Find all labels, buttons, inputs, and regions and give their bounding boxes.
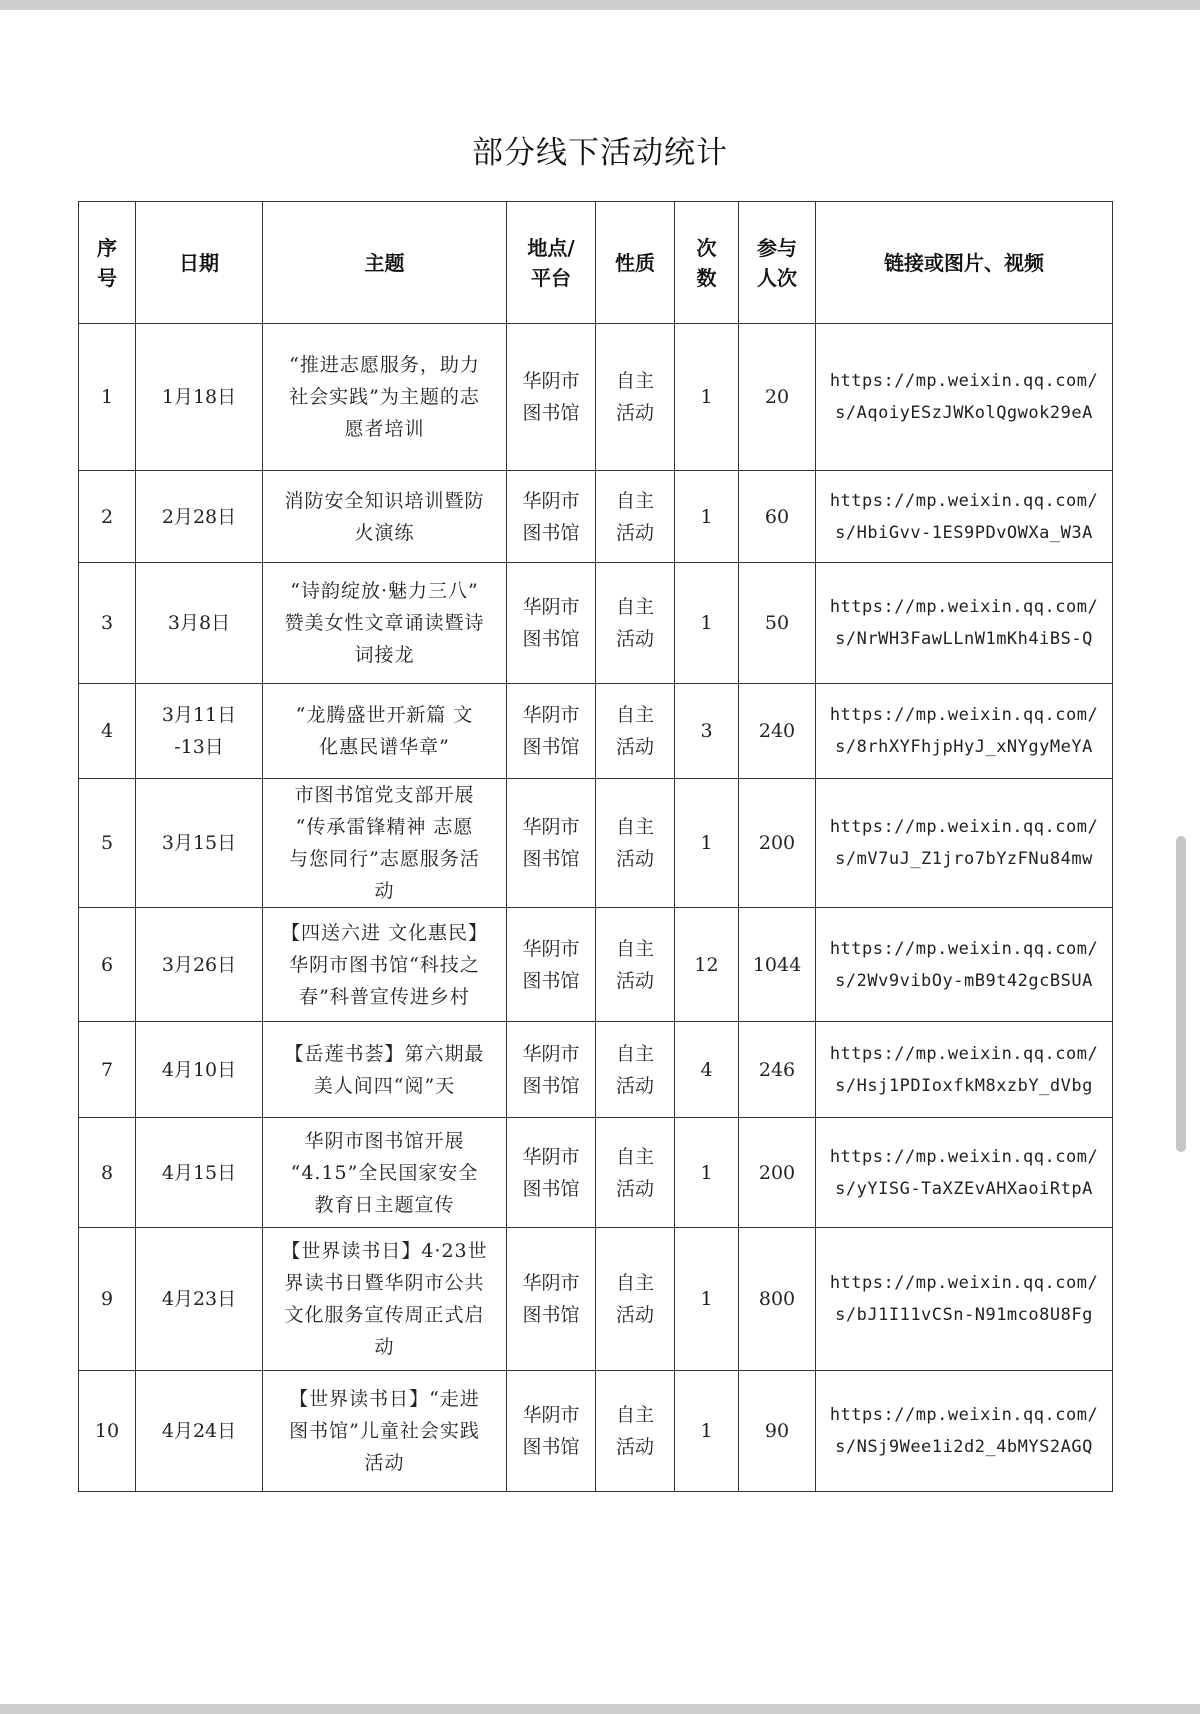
cell-location-line: 华阴市 [522,370,580,392]
cell-nature [596,324,675,471]
cell-nature-line: 自主 [615,937,654,960]
cell-topic-line: “传承雷锋精神 志愿 [295,816,474,838]
cell-nature [596,1118,675,1228]
cell-participants: 50 [739,563,816,684]
cell-link-line: s/HbiGvv-1ES9PDvOWXa_W3A [835,522,1093,543]
cell-link-line: s/8rhXYFhjpHyJ_xNYgyMeYA [835,737,1093,757]
cell-index: 2 [79,471,136,563]
cell-index: 10 [79,1371,136,1492]
cell-count: 1 [675,779,739,908]
cell-date [136,684,263,779]
cell-location-line: 华阴市 [522,1272,580,1294]
cell-count: 4 [675,1022,739,1118]
cell-participants: 1044 [739,908,816,1022]
cell-location [507,563,596,684]
table-header-row [79,202,1113,324]
cell-nature-line: 活动 [615,1074,654,1097]
cell-date [136,1118,263,1228]
table-row [79,1022,1113,1118]
cell-topic-line: 【世界读书日】4·23世 [281,1240,488,1262]
cell-nature-line: 活动 [615,628,654,650]
page-title: 部分线下活动统计 [472,135,728,171]
scrollbar-thumb[interactable] [1176,836,1186,1152]
cell-topic-line: 愿者培训 [344,418,425,440]
cell-link[interactable] [816,563,1113,684]
cell-topic [263,908,507,1022]
cell-topic-line: 社会实践”为主题的志 [289,386,480,408]
cell-index: 1 [79,324,136,471]
cell-date [136,1228,263,1371]
cell-count: 1 [675,324,739,471]
cell-link[interactable] [816,471,1113,563]
cell-link-line: s/NSj9Wee1i2d2_4bMYS2AGQ [835,1437,1093,1457]
header-location: 地点/ 平台 [507,202,596,324]
cell-location-line: 华阴市 [522,816,580,838]
cell-nature-line: 自主 [615,489,654,512]
cell-topic-line: 春”科普宣传进乡村 [299,985,470,1008]
cell-location-line: 图书馆 [522,1074,580,1097]
cell-location-line: 华阴市 [522,1042,580,1065]
cell-link[interactable] [816,684,1113,779]
header-index: 序 号 [79,202,136,324]
cell-participants: 200 [739,1118,816,1228]
cell-nature [596,471,675,563]
cell-topic-line: 【岳莲书荟】第六期最 [284,1042,485,1065]
cell-location [507,1371,596,1492]
cell-date [136,779,263,908]
cell-topic-line: 【四送六进 文化惠民】 [280,921,489,944]
cell-participants: 800 [739,1228,816,1371]
cell-link-line: s/mV7uJ_Z1jro7bYzFNu84mw [835,849,1093,869]
cell-count: 1 [675,1228,739,1371]
table-row [79,779,1113,908]
cell-location-line: 华阴市 [522,596,580,618]
cell-topic-line: 消防安全知识培训暨防 [284,489,485,512]
table-row [79,1371,1113,1492]
cell-link-line: https://mp.weixin.qq.com/ [829,1043,1099,1064]
header-link: 链接或图片、视频 [816,202,1113,324]
viewer-top-band [0,0,1200,10]
cell-location-line: 图书馆 [522,736,580,758]
cell-link[interactable] [816,324,1113,471]
cell-location-line: 图书馆 [522,1304,580,1326]
table-body [79,324,1113,1492]
cell-location-line: 图书馆 [522,402,580,424]
cell-topic-line: 界读书日暨华阴市公共 [284,1272,485,1294]
table-row [79,563,1113,684]
cell-topic-line: 化惠民谱华章” [319,736,450,758]
cell-link-line: https://mp.weixin.qq.com/ [829,490,1099,511]
cell-topic-line: 与您同行”志愿服务活 [289,848,480,870]
cell-date-line: -13日 [174,736,224,758]
cell-topic-line: 火演练 [354,521,415,544]
cell-location [507,1228,596,1371]
cell-topic [263,684,507,779]
cell-date [136,1371,263,1492]
cell-link-line: https://mp.weixin.qq.com/ [829,817,1099,837]
cell-link-line: s/2Wv9vibOy-mB9t42gcBSUA [835,970,1093,991]
cell-link-line: s/yYISG-TaXZEvAHXaoiRtpA [835,1178,1093,1199]
cell-link[interactable] [816,1022,1113,1118]
cell-topic-line: 教育日主题宣传 [314,1193,455,1216]
cell-topic [263,1228,507,1371]
cell-location-line: 图书馆 [522,1436,580,1458]
cell-participants: 240 [739,684,816,779]
cell-nature-line: 自主 [615,1145,654,1168]
cell-index: 7 [79,1022,136,1118]
cell-nature-line: 活动 [615,1177,654,1200]
cell-index: 9 [79,1228,136,1371]
cell-location [507,684,596,779]
cell-location [507,1022,596,1118]
cell-topic-line: 华阴市图书馆开展 [304,1129,465,1152]
cell-nature [596,1371,675,1492]
cell-topic [263,324,507,471]
cell-participants: 200 [739,779,816,908]
cell-location [507,324,596,471]
cell-link-line: s/Hsj1PDIoxfkM8xzbY_dVbg [835,1075,1093,1096]
cell-date-line: 4月23日 [161,1288,237,1310]
cell-location-line: 图书馆 [522,848,580,870]
table-row [79,324,1113,471]
cell-index: 4 [79,684,136,779]
cell-nature-line: 活动 [615,848,654,870]
cell-location-line: 图书馆 [522,1177,580,1200]
cell-date-line: 3月11日 [161,704,237,726]
cell-location-line: 华阴市 [522,1404,580,1426]
activity-table [78,201,1113,1492]
cell-index: 8 [79,1118,136,1228]
cell-nature-line: 自主 [615,1042,654,1065]
cell-nature-line: 自主 [615,1272,654,1294]
cell-location-line: 图书馆 [522,628,580,650]
cell-link-line: https://mp.weixin.qq.com/ [829,938,1099,959]
cell-nature-line: 活动 [615,736,654,758]
cell-topic-line: 美人间四“阅”天 [313,1074,456,1097]
cell-topic-line: “4.15”全民国家安全 [290,1161,479,1184]
cell-topic-line: 活动 [364,1452,405,1474]
cell-location-line: 华阴市 [522,704,580,726]
header-participants: 参与 人次 [739,202,816,324]
cell-link-line: s/bJ1I11vCSn-N91mco8U8Fg [835,1305,1093,1325]
cell-topic-line: 【世界读书日】“走进 [289,1388,480,1410]
header-nature: 性质 [596,202,675,324]
cell-location-line: 华阴市 [522,937,580,960]
cell-topic-line: 市图书馆党支部开展 [294,784,475,806]
table-row [79,908,1113,1022]
cell-count: 1 [675,563,739,684]
cell-nature-line: 活动 [615,1436,654,1458]
cell-date-line: 4月24日 [161,1420,237,1442]
cell-nature-line: 自主 [615,1404,654,1426]
cell-link-line: https://mp.weixin.qq.com/ [829,371,1099,391]
cell-topic-line: “诗韵绽放·魅力三八” [290,580,479,602]
cell-location [507,908,596,1022]
cell-nature-line: 活动 [615,969,654,992]
cell-location-line: 图书馆 [522,521,580,544]
cell-index: 5 [79,779,136,908]
table-row [79,1228,1113,1371]
cell-date [136,563,263,684]
cell-date [136,324,263,471]
cell-topic-line: “推进志愿服务，助力 [289,354,480,376]
cell-topic [263,1118,507,1228]
cell-nature-line: 活动 [615,1304,654,1326]
cell-location-line: 华阴市 [522,489,580,512]
cell-nature-line: 活动 [615,521,654,544]
cell-topic-line: “龙腾盛世开新篇 文 [295,704,474,726]
viewer-bottom-band [0,1704,1200,1714]
cell-link[interactable] [816,1371,1113,1492]
cell-count: 1 [675,471,739,563]
cell-location [507,779,596,908]
cell-link-line: https://mp.weixin.qq.com/ [829,705,1099,725]
cell-date-line: 2月28日 [161,505,237,528]
cell-nature [596,563,675,684]
cell-date-line: 4月15日 [161,1161,237,1184]
cell-topic [263,779,507,908]
cell-link-line: https://mp.weixin.qq.com/ [829,597,1099,617]
cell-link-line: https://mp.weixin.qq.com/ [829,1273,1099,1293]
cell-topic [263,1022,507,1118]
cell-link-line: https://mp.weixin.qq.com/ [829,1146,1099,1167]
cell-topic [263,563,507,684]
cell-link[interactable] [816,908,1113,1022]
cell-link[interactable] [816,779,1113,908]
cell-nature-line: 活动 [615,402,654,424]
cell-link-line: s/NrWH3FawLLnW1mKh4iBS-Q [835,629,1093,649]
cell-count: 1 [675,1371,739,1492]
header-count: 次 数 [675,202,739,324]
cell-index: 3 [79,563,136,684]
cell-link[interactable] [816,1118,1113,1228]
cell-date-line: 4月10日 [161,1058,237,1081]
cell-participants: 60 [739,471,816,563]
cell-topic-line: 动 [374,1336,395,1358]
cell-nature [596,779,675,908]
header-date: 日期 [136,202,263,324]
cell-nature [596,908,675,1022]
cell-nature [596,1228,675,1371]
cell-link[interactable] [816,1228,1113,1371]
cell-nature [596,684,675,779]
cell-nature-line: 自主 [615,370,654,392]
cell-nature [596,1022,675,1118]
cell-topic [263,471,507,563]
cell-count: 3 [675,684,739,779]
cell-location [507,471,596,563]
cell-date [136,1022,263,1118]
table-row [79,1118,1113,1228]
cell-date-line: 3月15日 [161,832,237,854]
cell-date-line: 1月18日 [161,386,237,408]
cell-topic-line: 赞美女性文章诵读暨诗 [284,612,485,634]
cell-date [136,908,263,1022]
cell-location [507,1118,596,1228]
cell-nature-line: 自主 [615,704,654,726]
cell-date-line: 3月8日 [167,612,231,634]
cell-index: 6 [79,908,136,1022]
cell-count: 12 [675,908,739,1022]
table-row [79,471,1113,563]
cell-location-line: 华阴市 [522,1145,580,1168]
cell-location-line: 图书馆 [522,969,580,992]
header-topic: 主题 [263,202,507,324]
cell-nature-line: 自主 [615,816,654,838]
cell-participants: 20 [739,324,816,471]
cell-topic-line: 文化服务宣传周正式启 [284,1304,485,1326]
cell-topic [263,1371,507,1492]
cell-date [136,471,263,563]
cell-count: 1 [675,1118,739,1228]
cell-topic-line: 华阴市图书馆“科技之 [289,953,480,976]
table-row [79,684,1113,779]
cell-link-line: https://mp.weixin.qq.com/ [829,1405,1099,1425]
cell-topic-line: 词接龙 [354,644,415,666]
cell-participants: 246 [739,1022,816,1118]
cell-participants: 90 [739,1371,816,1492]
cell-link-line: s/AqoiyESzJWKolQgwok29eA [835,403,1093,423]
cell-nature-line: 自主 [615,596,654,618]
cell-topic-line: 动 [374,880,395,902]
cell-date-line: 3月26日 [161,953,237,976]
cell-topic-line: 图书馆”儿童社会实践 [289,1420,480,1442]
